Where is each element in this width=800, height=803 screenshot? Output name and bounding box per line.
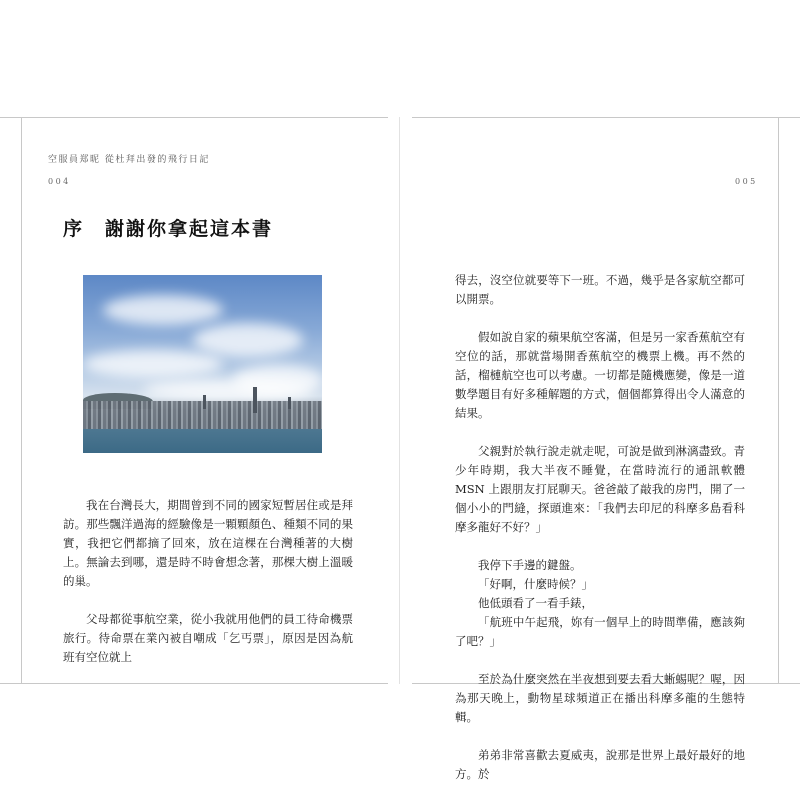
trim-line-left xyxy=(21,117,22,684)
aerial-city-photo xyxy=(83,275,322,453)
left-paragraph-1: 我在台灣長大，期間曾到不同的國家短暫居住或是拜訪。那些飄洋過海的經驗像是一顆顆顏色、種類不同的果實，我把它們都摘了回來，放在這棵在台灣種著的大樹上。無論去到哪，還是時不時會想念著，那棵大樹上溫暖的巢。 xyxy=(63,498,353,588)
right-paragraph-4 xyxy=(455,556,745,651)
dialogue-line-3: 他低頭看了一看手錶， xyxy=(478,596,593,610)
gutter-line xyxy=(399,117,400,684)
right-page-body xyxy=(455,271,745,803)
dialogue-line-2: 「好啊，什麼時候？」 xyxy=(478,577,593,591)
right-paragraph-6: 弟弟非常喜歡去夏威夷，說那是世界上最好最好的地方。於 xyxy=(455,748,745,781)
page-number-right: 005 xyxy=(735,177,758,186)
dialogue-line-1: 我停下手邊的鍵盤。 xyxy=(478,558,582,572)
right-paragraph-1: 得去，沒空位就要等下一班。不過，幾乎是各家航空都可以開票。 xyxy=(455,273,745,306)
right-paragraph-3: 父親對於執行說走就走呢，可說是做到淋漓盡致。青少年時期，我大半夜不睡覺，在當時流行的通訊軟體 MSN 上跟朋友打屁聊天。爸爸敲了敲我的房門，開了一個小小的門縫，探頭進來：「我們去印尼的科摩多島看科摩多龍好不好？」 xyxy=(455,444,745,534)
chapter-title: 序 謝謝你拿起這本書 xyxy=(63,218,274,240)
page-number-left: 004 xyxy=(48,177,71,186)
left-paragraph-2: 父母都從事航空業，從小我就用他們的員工待命機票旅行。待命票在業內被自嘲成「乞丐票」，原因是因為航班有空位就上 xyxy=(63,612,353,664)
right-paragraph-5: 至於為什麼突然在半夜想到要去看大蜥蜴呢？喔，因為那天晚上，動物星球頻道正在播出科摩多龍的生態特輯。 xyxy=(455,672,745,724)
trim-line-top-left xyxy=(0,117,388,118)
trim-line-right xyxy=(778,117,779,684)
dialogue-line-4: 「航班中午起飛，妳有一個早上的時間準備，應該夠了吧？」 xyxy=(455,615,745,648)
left-page-body xyxy=(63,496,353,686)
running-head: 空服員郑昵 從杜拜出發的飛行日記 xyxy=(48,155,210,165)
trim-line-top-right xyxy=(412,117,800,118)
right-paragraph-2: 假如說自家的蘋果航空客滿，但是另一家香蕉航空有空位的話，那就當場開香蕉航空的機票上機。再不然的話，榴槤航空也可以考慮。一切都是隨機應變，像是一道數學題目有好多種解題的方式，個個都算得出令人滿意的結果。 xyxy=(455,330,745,420)
